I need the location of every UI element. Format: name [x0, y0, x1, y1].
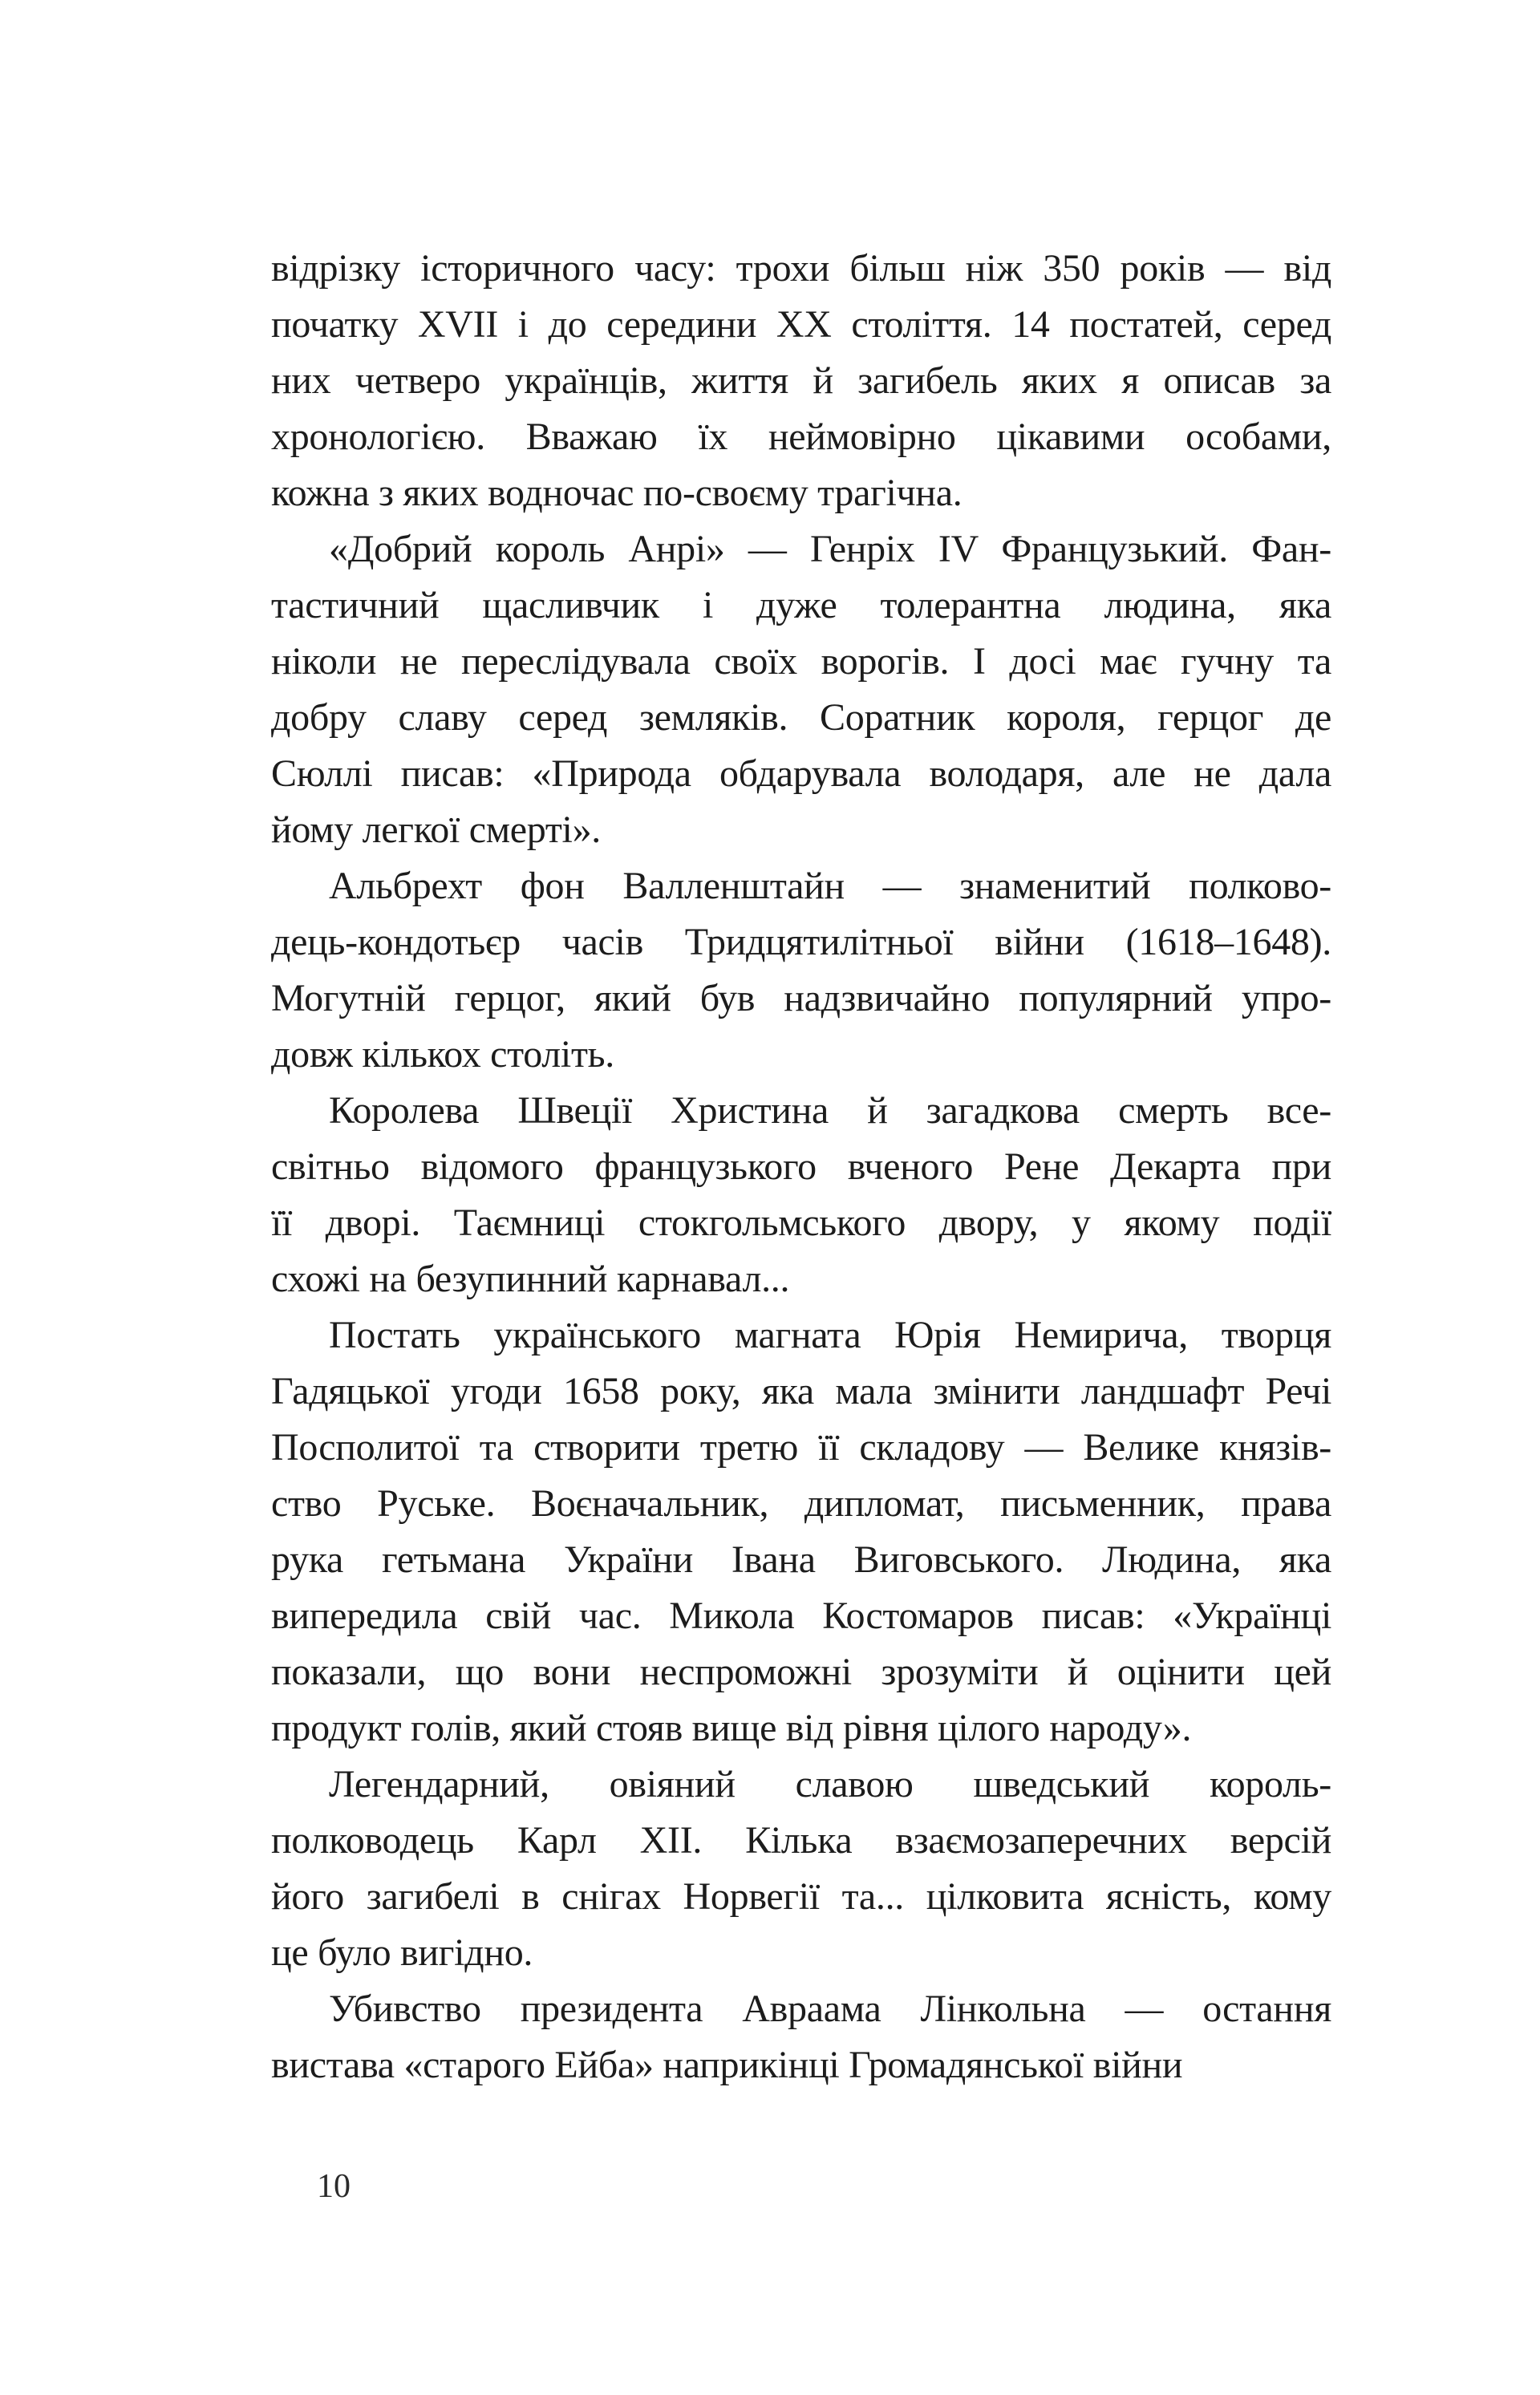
text-line: ніколи не переслідувала своїх ворогів. І досі має гучну та [271, 640, 1331, 683]
text-line: Сюллі писав: «Природа обдарувала володаря, але не дала [271, 752, 1331, 795]
text-line: Альбрехт фон Валленштайн — знаменитий полково- [329, 865, 1331, 907]
paragraph [271, 1307, 1331, 1757]
text-line: полководець Карл XII. Кілька взаємозаперечних версій [271, 1819, 1331, 1862]
text-line: її дворі. Таємниці стокгольмського двору, у якому події [271, 1202, 1331, 1244]
text-line: довж кількох століть. [271, 1033, 614, 1076]
body-text [271, 241, 1331, 2093]
text-line: ство Руське. Воєначальник, дипломат, письменник, права [271, 1482, 1331, 1525]
text-line: Могутній герцог, який був надзвичайно популярний упро- [271, 977, 1331, 1019]
text-line: початку XVII і до середини XX століття. 14 постатей, серед [271, 303, 1331, 346]
text-line: показали, що вони неспроможні зрозуміти й оцінити цей [271, 1651, 1331, 1693]
text-line: світньо відомого французького вченого Рене Декарта при [271, 1145, 1331, 1188]
text-line: продукт голів, який стояв вище від рівня цілого народу». [271, 1707, 1192, 1749]
text-line: кожна з яких водночас по-своєму трагічна. [271, 472, 962, 514]
paragraph [271, 1757, 1331, 1981]
paragraph [271, 521, 1331, 858]
text-line: випередила свій час. Микола Костомаров писав: «Українці [271, 1595, 1331, 1637]
paragraph [271, 241, 1331, 521]
text-line: вистава «старого Ейба» наприкінці Громадянської війни [271, 2044, 1183, 2086]
text-line: Постать українського магната Юрія Немирича, творця [329, 1314, 1331, 1356]
paragraph [271, 858, 1331, 1083]
text-line: рука гетьмана України Івана Виговського. Людина, яка [271, 1538, 1331, 1581]
text-line: Посполитої та створити третю її складову — Велике князів- [271, 1426, 1331, 1469]
text-line: відрізку історичного часу: трохи більш ніж 350 років — від [271, 247, 1331, 290]
text-line: Гадяцької угоди 1658 року, яка мала змінити ландшафт Речі [271, 1370, 1331, 1412]
page-number: 10 [317, 2168, 351, 2205]
text-line: хронологією. Вважаю їх неймовірно цікавими особами, [271, 415, 1331, 458]
text-line: схожі на безупинний карнавал... [271, 1258, 790, 1300]
text-line: них четверо українців, життя й загибель яких я описав за [271, 359, 1331, 402]
paragraph [271, 1981, 1331, 2093]
text-line: це було вигідно. [271, 1931, 533, 1974]
text-line: добру славу серед земляків. Соратник короля, герцог де [271, 696, 1331, 739]
text-line: йому легкої смерті». [271, 808, 601, 851]
paragraph [271, 1083, 1331, 1307]
text-line: дець-кондотьєр часів Тридцятилітньої війни (1618–1648). [271, 921, 1331, 963]
text-line: Королева Швеції Христина й загадкова смерть все- [329, 1089, 1331, 1132]
text-line: Убивство президента Авраама Лінкольна — остання [329, 1988, 1331, 2030]
text-line: «Добрий король Анрі» — Генріх IV Французький. Фан- [329, 528, 1331, 570]
text-line: його загибелі в снігах Норвегії та... цілковита ясність, кому [271, 1875, 1331, 1918]
text-line: тастичний щасливчик і дуже толерантна людина, яка [271, 584, 1331, 626]
text-line: Легендарний, овіяний славою шведський король- [329, 1763, 1331, 1805]
